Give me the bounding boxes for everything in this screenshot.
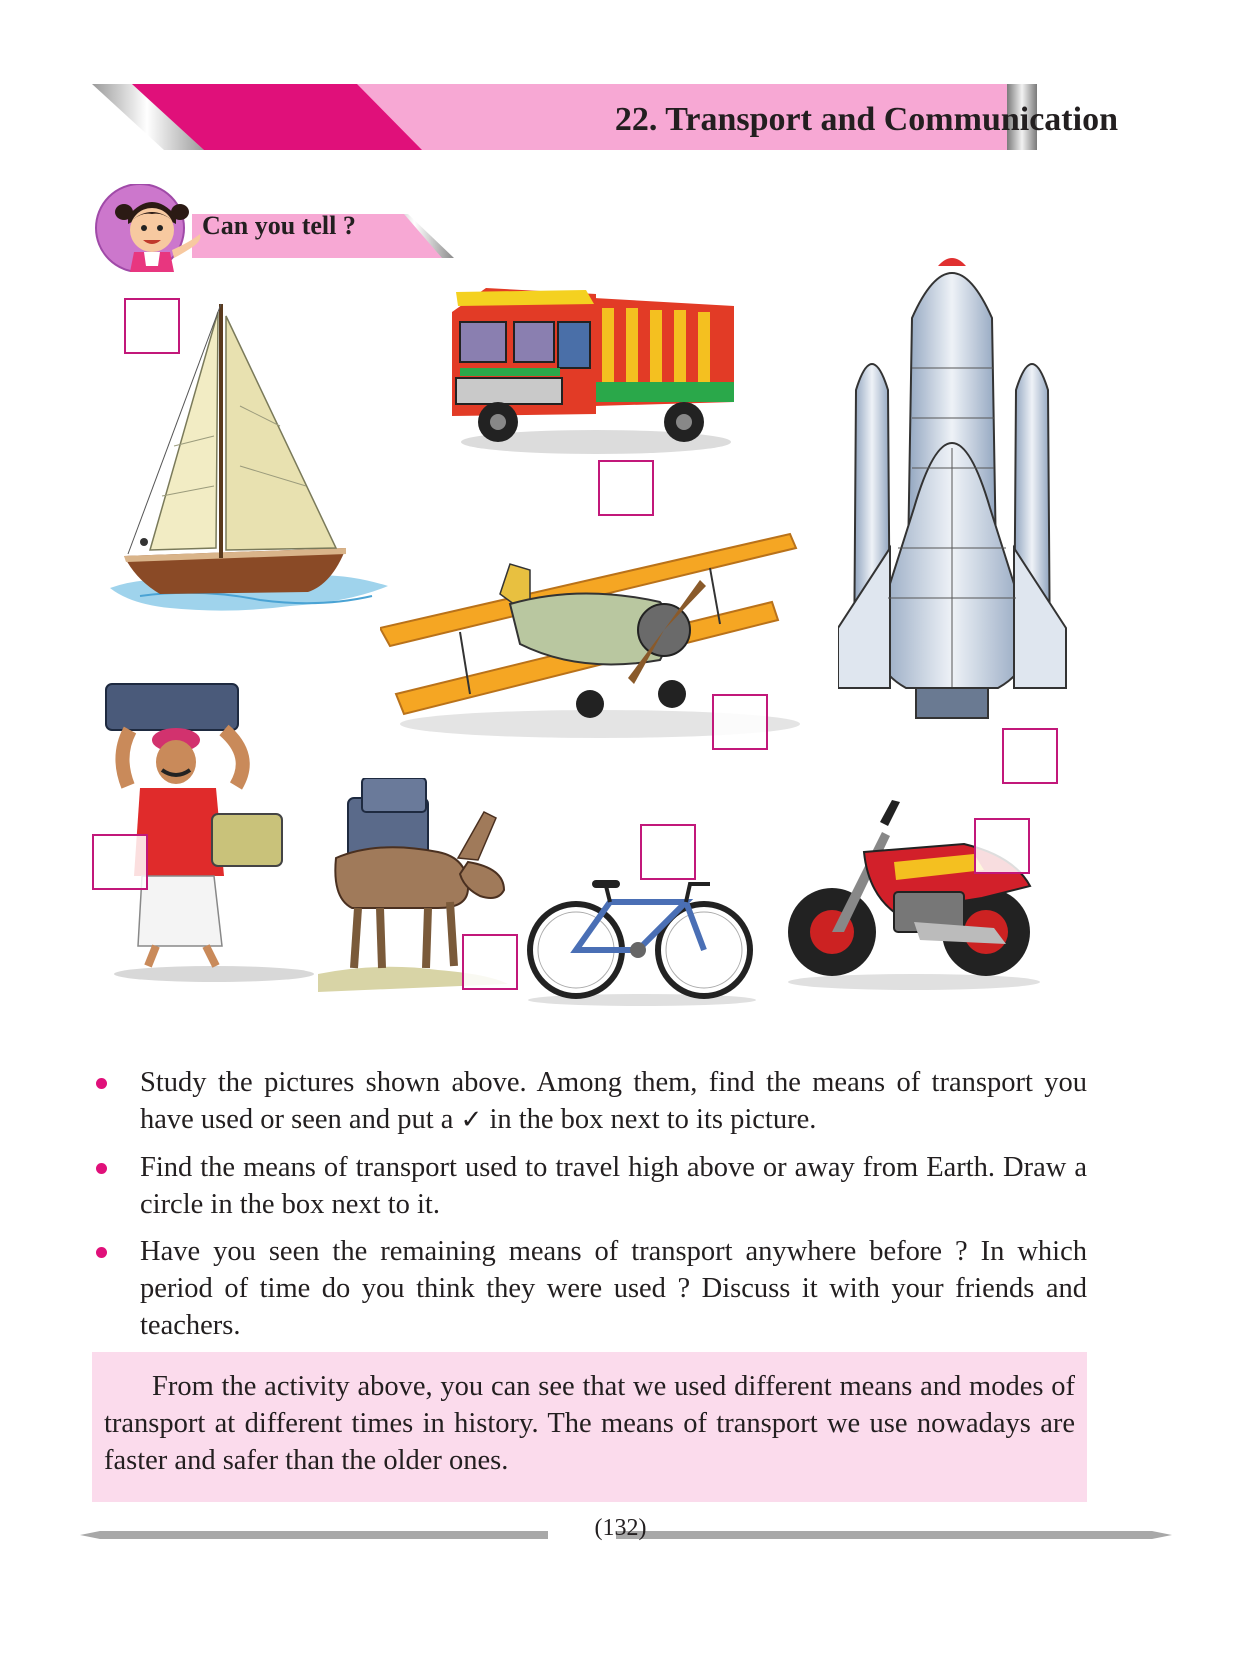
space-shuttle-tick-box[interactable]: [1002, 728, 1058, 784]
porter-tick-box[interactable]: [92, 834, 148, 890]
sailboat-tick-box[interactable]: [124, 298, 180, 354]
donkey-tick-box[interactable]: [462, 934, 518, 990]
instruction-text: Have you seen the remaining means of transport anywhere before ? In which period of time do you think they were used ? Discuss it with your friends and teachers.: [140, 1236, 1087, 1341]
bicycle-icon: [526, 878, 758, 1008]
instruction-text: Find the means of transport used to travel high above or away from Earth. Draw a circle in the box next to it.: [140, 1152, 1087, 1220]
bullet-icon: [96, 1078, 107, 1089]
chapter-title: 22. Transport and Communication: [614, 101, 1118, 138]
title-banner: [92, 84, 1118, 156]
check-mark-icon: ✓: [460, 1105, 483, 1135]
space-shuttle-icon: [838, 248, 1068, 748]
instruction-list: [92, 1064, 1087, 1354]
bullet-icon: [96, 1247, 107, 1258]
instruction-item: [92, 1064, 1087, 1139]
instruction-text: Study the pictures shown above. Among them, find the means of transport you have used or seen and put a: [140, 1067, 1087, 1135]
can-you-tell-tag: [92, 184, 462, 272]
section-prompt: Can you tell ?: [202, 211, 356, 240]
space-shuttle-picture: [838, 248, 1068, 753]
instruction-item: [92, 1233, 1087, 1344]
truck-tick-box[interactable]: [598, 460, 654, 516]
motorcycle-tick-box[interactable]: [974, 818, 1030, 874]
instruction-item: [92, 1149, 1087, 1223]
bullet-icon: [96, 1163, 107, 1174]
summary-text: From the activity above, you can see that we used different means and modes of transport at different times in history. The means of transport we use nowadays are faster and safer than the older ones.: [104, 1371, 1075, 1476]
bicycle-picture: [526, 878, 758, 1013]
girl-mascot-icon: [110, 186, 206, 272]
truck-picture: [446, 282, 736, 477]
bicycle-tick-box[interactable]: [640, 824, 696, 880]
page-number: (132): [594, 1515, 647, 1541]
instruction-text: in the box next to its picture.: [482, 1104, 817, 1135]
biplane-tick-box[interactable]: [712, 694, 768, 750]
truck-icon: [446, 282, 736, 472]
summary-box: [92, 1352, 1087, 1502]
